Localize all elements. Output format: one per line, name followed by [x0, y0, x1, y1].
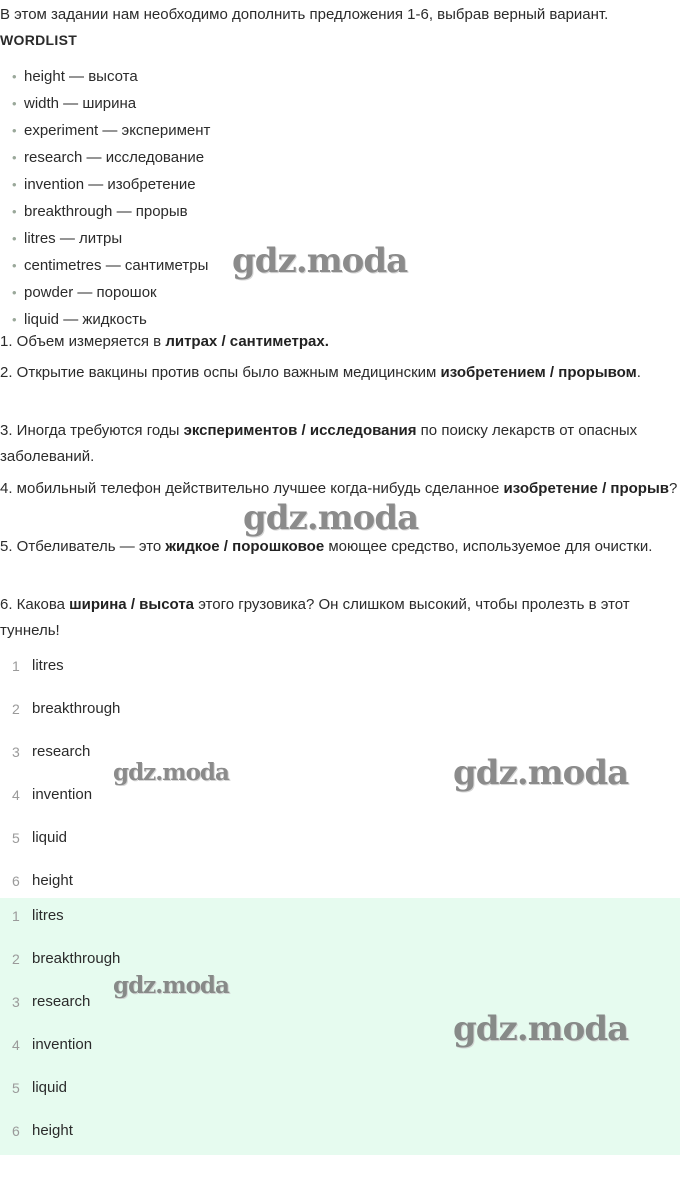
option-separator: / — [297, 422, 310, 439]
sentence-end: ? — [669, 480, 678, 497]
wordlist-entry: width — ширина — [24, 95, 137, 112]
bullet-icon: • — [12, 96, 17, 111]
bullet-icon: • — [12, 312, 17, 327]
answer-number: 6 — [12, 1123, 20, 1139]
list-item — [0, 655, 680, 698]
sentence-end: моющее средство, используемое для очистки. — [324, 538, 653, 555]
option-separator: / — [545, 364, 559, 381]
wordlist-heading: WORDLIST — [0, 32, 78, 48]
answer-word: height — [32, 872, 73, 889]
answer-number: 4 — [12, 787, 20, 803]
option-separator: / — [217, 333, 230, 350]
wordlist-entry: centimetres — сантиметры — [24, 257, 209, 274]
answer-word: liquid — [32, 829, 68, 846]
option-2: исследования — [309, 422, 417, 439]
answer-word: research — [32, 993, 91, 1010]
answer-number: 1 — [12, 658, 20, 674]
option-1: изобретением — [440, 364, 546, 381]
sentence-3 — [0, 418, 680, 476]
sentence-6 — [0, 592, 680, 644]
sentence-5 — [0, 534, 680, 592]
option-separator: / — [597, 480, 611, 497]
sentence-end: по поиску лекарств от опасных заболеваний. — [0, 422, 638, 465]
wordlist — [0, 63, 210, 333]
answer-number: 3 — [12, 994, 20, 1010]
wordlist-entry: research — исследование — [24, 149, 205, 166]
sentence-text: 3. Иногда требуются годы — [0, 422, 184, 439]
list-item — [0, 1077, 680, 1120]
bullet-icon: • — [12, 258, 17, 273]
list-item — [0, 225, 210, 252]
answer-number: 3 — [12, 744, 20, 760]
bullet-icon: • — [12, 150, 17, 165]
watermark-logo: gdz.moda — [453, 1009, 629, 1049]
bullet-icon: • — [12, 285, 17, 300]
watermark-logo: gdz.moda — [113, 759, 229, 786]
answer-number: 1 — [12, 908, 20, 924]
sentence-end: . — [324, 333, 329, 350]
wordlist-entry: height — высота — [24, 68, 138, 85]
answer-word: invention — [32, 786, 93, 803]
sentence-2 — [0, 360, 680, 418]
answer-word: liquid — [32, 1079, 68, 1096]
option-1: изобретение — [503, 480, 598, 497]
list-item — [0, 905, 680, 948]
option-2: прорыв — [610, 480, 670, 497]
answer-number: 5 — [12, 830, 20, 846]
wordlist-entry: liquid — жидкость — [24, 311, 147, 328]
option-1: экспериментов — [183, 422, 298, 439]
bullet-icon: • — [12, 204, 17, 219]
list-item — [0, 827, 680, 870]
option-1: жидкое — [165, 538, 220, 555]
sentence-text: 5. Отбеливатель — это — [0, 538, 166, 555]
answer-word: litres — [32, 907, 64, 924]
sentence-1 — [0, 329, 680, 360]
bullet-icon: • — [12, 177, 17, 192]
sentence-text: 2. Открытие вакцины против оспы было важным медицинским — [0, 364, 441, 381]
answer-number: 6 — [12, 873, 20, 889]
answer-word: litres — [32, 657, 64, 674]
option-separator: / — [126, 596, 140, 613]
answer-word: height — [32, 1122, 73, 1139]
option-1: литрах — [165, 333, 218, 350]
answer-word: breakthrough — [32, 950, 121, 967]
sentence-text: 1. Объем измеряется в — [0, 333, 166, 350]
watermark-logo: gdz.moda — [243, 498, 419, 538]
option-separator: / — [219, 538, 233, 555]
list-item — [0, 63, 210, 90]
answer-word: invention — [32, 1036, 93, 1053]
option-2: сантиметрах — [229, 333, 325, 350]
bullet-icon: • — [12, 69, 17, 84]
list-item — [0, 948, 680, 991]
wordlist-entry: litres — литры — [24, 230, 123, 247]
list-item — [0, 698, 680, 741]
watermark-logo: gdz.moda — [232, 241, 408, 281]
watermark-logo: gdz.moda — [113, 972, 229, 999]
wordlist-entry: breakthrough — прорыв — [24, 203, 188, 220]
bullet-icon: • — [12, 231, 17, 246]
list-item — [0, 144, 210, 171]
list-item — [0, 198, 210, 225]
list-item — [0, 1120, 680, 1163]
list-item — [0, 279, 210, 306]
bullet-icon: • — [12, 123, 17, 138]
sentence-end: этого грузовика? Он слишком высокий, чтобы пролезть в этот туннель! — [0, 596, 630, 639]
sentence-end: . — [636, 364, 641, 381]
sentence-text: 4. мобильный телефон действительно лучшее когда-нибудь сделанное — [0, 480, 504, 497]
list-item — [0, 171, 210, 198]
answer-number: 2 — [12, 701, 20, 717]
list-item — [0, 117, 210, 144]
list-item — [0, 252, 210, 279]
option-2: высота — [139, 596, 195, 613]
sentence-text: 6. Какова — [0, 596, 70, 613]
answer-number: 2 — [12, 951, 20, 967]
list-item — [0, 90, 210, 117]
intro-text: В этом задании нам необходимо дополнить предложения 1-6, выбрав верный вариант. — [0, 6, 609, 23]
answer-word: breakthrough — [32, 700, 121, 717]
wordlist-entry: invention — изобретение — [24, 176, 196, 193]
wordlist-entry: powder — порошок — [24, 284, 157, 301]
wordlist-entry: experiment — эксперимент — [24, 122, 211, 139]
watermark-logo: gdz.moda — [453, 753, 629, 793]
answer-number: 5 — [12, 1080, 20, 1096]
sentences — [0, 329, 680, 644]
answer-word: research — [32, 743, 91, 760]
option-2: прорывом — [558, 364, 637, 381]
option-2: порошковое — [232, 538, 325, 555]
option-1: ширина — [69, 596, 127, 613]
answer-number: 4 — [12, 1037, 20, 1053]
